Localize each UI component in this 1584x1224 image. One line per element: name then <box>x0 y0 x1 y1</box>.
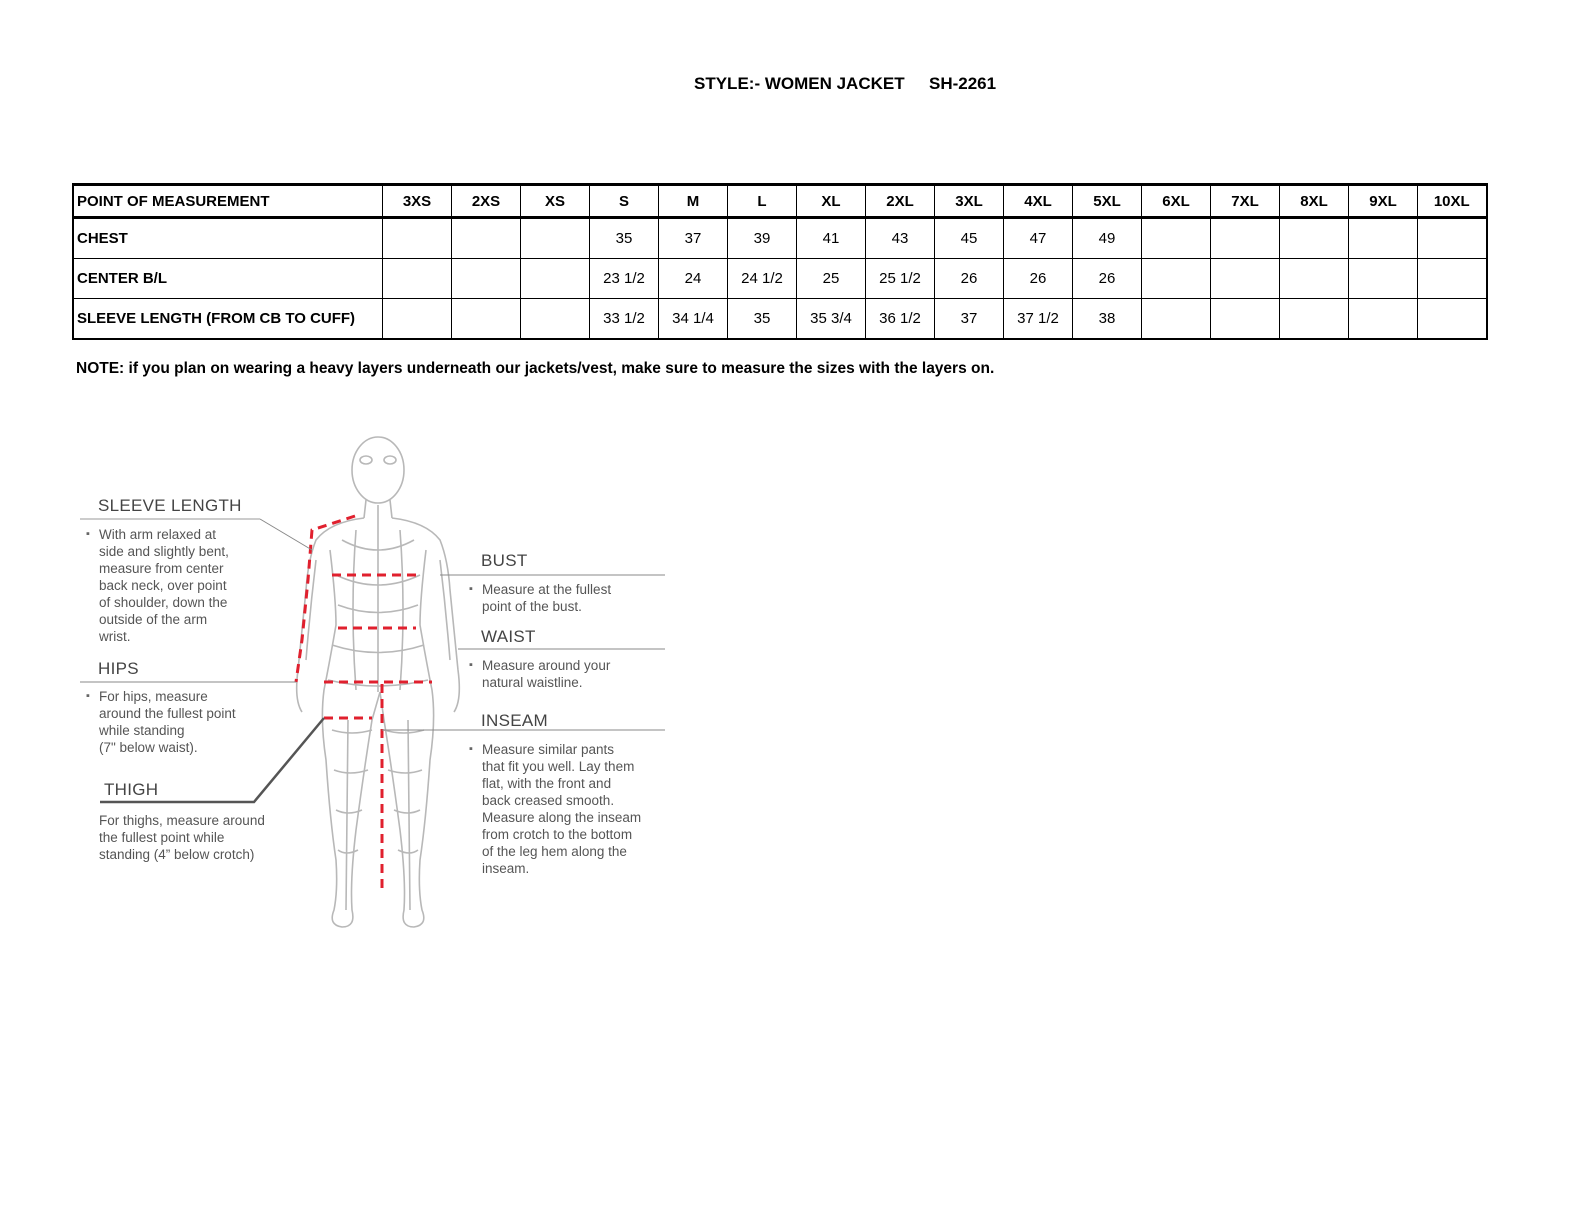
row-label: SLEEVE LENGTH (FROM CB TO CUFF) <box>73 299 383 340</box>
table-cell: 37 <box>935 299 1004 340</box>
table-row <box>73 259 1487 299</box>
table-cell: 36 1/2 <box>866 299 935 340</box>
sleeve-text-line: ▪ With arm relaxed at <box>99 527 217 542</box>
header-size-4xl: 4XL <box>1004 185 1073 218</box>
table-cell: 37 <box>659 218 728 259</box>
row-label: CENTER B/L <box>73 259 383 299</box>
style-name: STYLE:- WOMEN JACKET <box>694 74 905 93</box>
size-chart-table <box>72 183 1488 340</box>
sleeve-text-line: outside of the arm <box>99 612 208 627</box>
header-size-8xl: 8XL <box>1280 185 1349 218</box>
table-cell: 45 <box>935 218 1004 259</box>
table-cell <box>1349 299 1418 340</box>
table-cell <box>452 299 521 340</box>
waist-text-line: ▪ Measure around your <box>482 658 611 673</box>
table-cell <box>1142 259 1211 299</box>
table-cell: 47 <box>1004 218 1073 259</box>
table-cell: 35 3/4 <box>797 299 866 340</box>
table-cell <box>1280 299 1349 340</box>
waist-label: WAIST <box>481 627 536 646</box>
header-size-3xl: 3XL <box>935 185 1004 218</box>
hips-text <box>99 688 299 756</box>
table-cell: 35 <box>728 299 797 340</box>
header-size-2xl: 2XL <box>866 185 935 218</box>
table-cell <box>1349 218 1418 259</box>
sleeve-length-label: SLEEVE LENGTH <box>98 496 242 515</box>
table-cell <box>1349 259 1418 299</box>
table-cell: 24 1/2 <box>728 259 797 299</box>
measurement-diagram <box>80 430 680 940</box>
table-cell <box>383 299 452 340</box>
header-size-xs: XS <box>521 185 590 218</box>
header-size-xl: XL <box>797 185 866 218</box>
table-cell <box>1211 299 1280 340</box>
table-cell: 25 1/2 <box>866 259 935 299</box>
header-size-7xl: 7XL <box>1211 185 1280 218</box>
hips-text-line: while standing <box>99 723 185 738</box>
sleeve-text-line: back neck, over point <box>99 578 227 593</box>
row-label: CHEST <box>73 218 383 259</box>
bust-text-line: ▪ Measure at the fullest <box>482 582 612 597</box>
measurement-note: NOTE: if you plan on wearing a heavy layers underneath our jackets/vest, make sure to measure the sizes with the layers on. <box>76 360 995 377</box>
table-cell: 24 <box>659 259 728 299</box>
hips-text-line: around the fullest point <box>99 706 236 721</box>
hips-text-line: ▪ For hips, measure <box>99 689 208 704</box>
table-cell: 37 1/2 <box>1004 299 1073 340</box>
hips-label: HIPS <box>98 659 139 678</box>
thigh-text-line: standing (4” below crotch) <box>99 847 255 862</box>
inseam-text-line: back creased smooth. <box>482 793 615 808</box>
table-header-row <box>73 185 1487 218</box>
sleeve-text-line: side and slightly bent, <box>99 544 229 559</box>
header-size-3xs: 3XS <box>383 185 452 218</box>
inseam-text-line: ▪ Measure similar pants <box>482 742 615 757</box>
table-row <box>73 218 1487 259</box>
table-cell: 34 1/4 <box>659 299 728 340</box>
bust-text <box>482 581 672 615</box>
sleeve-text-line: measure from center <box>99 561 224 576</box>
bust-label: BUST <box>481 551 528 570</box>
header-point-of-measurement: POINT OF MEASUREMENT <box>73 185 383 218</box>
table-cell: 41 <box>797 218 866 259</box>
table-cell <box>1418 259 1487 299</box>
table-cell: 43 <box>866 218 935 259</box>
header-size-5xl: 5XL <box>1073 185 1142 218</box>
inseam-text-line: of the leg hem along the <box>482 844 627 859</box>
table-cell: 23 1/2 <box>590 259 659 299</box>
table-cell: 26 <box>935 259 1004 299</box>
table-cell <box>383 259 452 299</box>
inseam-text-line: Measure along the inseam <box>482 810 642 825</box>
inseam-text-line: that fit you well. Lay them <box>482 759 635 774</box>
header-size-m: M <box>659 185 728 218</box>
header-size-s: S <box>590 185 659 218</box>
inseam-text <box>482 741 677 877</box>
header-size-9xl: 9XL <box>1349 185 1418 218</box>
inseam-text-line: from crotch to the bottom <box>482 827 633 842</box>
header-size-10xl: 10XL <box>1418 185 1487 218</box>
table-cell <box>1211 259 1280 299</box>
inseam-text-line: flat, with the front and <box>482 776 612 791</box>
table-cell: 25 <box>797 259 866 299</box>
sleeve-length-text <box>99 526 289 645</box>
style-code: SH-2261 <box>929 74 997 93</box>
table-cell: 26 <box>1004 259 1073 299</box>
table-cell <box>452 218 521 259</box>
table-cell <box>521 218 590 259</box>
header-size-l: L <box>728 185 797 218</box>
sleeve-text-line: wrist. <box>99 629 131 644</box>
table-cell <box>1211 218 1280 259</box>
table-cell <box>521 299 590 340</box>
table-cell <box>521 259 590 299</box>
table-cell <box>1280 259 1349 299</box>
table-cell <box>1418 218 1487 259</box>
thigh-text-line: For thighs, measure around <box>99 813 265 828</box>
table-cell <box>383 218 452 259</box>
table-cell: 35 <box>590 218 659 259</box>
waist-text-line: natural waistline. <box>482 675 583 690</box>
hips-text-line: (7" below waist). <box>99 740 198 755</box>
table-cell: 38 <box>1073 299 1142 340</box>
thigh-text-line: the fullest point while <box>99 830 225 845</box>
table-cell <box>1418 299 1487 340</box>
header-size-2xs: 2XS <box>452 185 521 218</box>
table-cell: 49 <box>1073 218 1142 259</box>
table-cell <box>1280 218 1349 259</box>
table-cell <box>1142 218 1211 259</box>
bust-text-line: point of the bust. <box>482 599 582 614</box>
table-cell: 33 1/2 <box>590 299 659 340</box>
inseam-label: INSEAM <box>481 711 548 730</box>
header-size-6xl: 6XL <box>1142 185 1211 218</box>
sleeve-text-line: of shoulder, down the <box>99 595 228 610</box>
thigh-text <box>99 812 309 863</box>
table-cell: 39 <box>728 218 797 259</box>
inseam-text-line: inseam. <box>482 861 530 876</box>
waist-text <box>482 657 672 691</box>
table-row <box>73 299 1487 340</box>
table-cell <box>452 259 521 299</box>
table-cell <box>1142 299 1211 340</box>
table-cell: 26 <box>1073 259 1142 299</box>
thigh-label: THIGH <box>104 780 159 799</box>
